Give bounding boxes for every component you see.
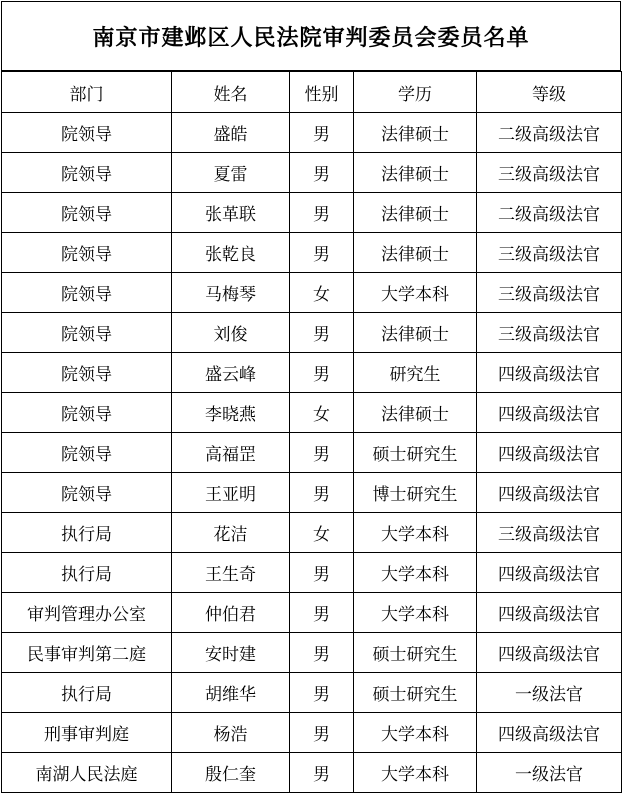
cell-rank: 二级高级法官 <box>477 113 622 153</box>
cell-rank: 三级高级法官 <box>477 273 622 313</box>
cell-name: 张乾良 <box>172 233 290 273</box>
header-department: 部门 <box>2 72 172 113</box>
cell-education: 硕士研究生 <box>354 633 477 673</box>
header-rank: 等级 <box>477 72 622 113</box>
cell-education: 大学本科 <box>354 593 477 633</box>
table-row <box>2 113 622 153</box>
cell-gender: 男 <box>290 633 354 673</box>
cell-department: 审判管理办公室 <box>2 593 172 633</box>
table-row <box>2 433 622 473</box>
page-title: 南京市建邺区人民法院审判委员会委员名单 <box>1 1 621 71</box>
cell-gender: 男 <box>290 753 354 793</box>
table-row <box>2 753 622 793</box>
cell-rank: 二级高级法官 <box>477 193 622 233</box>
cell-rank: 四级高级法官 <box>477 713 622 753</box>
cell-name: 安时建 <box>172 633 290 673</box>
cell-gender: 女 <box>290 513 354 553</box>
cell-department: 院领导 <box>2 193 172 233</box>
cell-name: 夏雷 <box>172 153 290 193</box>
cell-rank: 三级高级法官 <box>477 153 622 193</box>
table-row <box>2 673 622 713</box>
cell-gender: 男 <box>290 433 354 473</box>
cell-education: 法律硕士 <box>354 313 477 353</box>
cell-gender: 男 <box>290 713 354 753</box>
cell-name: 王生奇 <box>172 553 290 593</box>
header-education: 学历 <box>354 72 477 113</box>
cell-rank: 三级高级法官 <box>477 513 622 553</box>
table-row <box>2 353 622 393</box>
cell-gender: 男 <box>290 473 354 513</box>
header-name: 姓名 <box>172 72 290 113</box>
cell-education: 法律硕士 <box>354 113 477 153</box>
cell-name: 胡维华 <box>172 673 290 713</box>
cell-name: 王亚明 <box>172 473 290 513</box>
cell-gender: 男 <box>290 313 354 353</box>
cell-name: 盛云峰 <box>172 353 290 393</box>
cell-rank: 四级高级法官 <box>477 633 622 673</box>
cell-education: 博士研究生 <box>354 473 477 513</box>
cell-education: 法律硕士 <box>354 193 477 233</box>
cell-gender: 男 <box>290 113 354 153</box>
cell-education: 研究生 <box>354 353 477 393</box>
cell-rank: 四级高级法官 <box>477 353 622 393</box>
table-row <box>2 153 622 193</box>
cell-department: 院领导 <box>2 433 172 473</box>
cell-department: 院领导 <box>2 313 172 353</box>
cell-department: 执行局 <box>2 553 172 593</box>
cell-gender: 男 <box>290 353 354 393</box>
cell-rank: 四级高级法官 <box>477 593 622 633</box>
cell-name: 盛皓 <box>172 113 290 153</box>
cell-gender: 男 <box>290 553 354 593</box>
cell-gender: 男 <box>290 193 354 233</box>
member-table <box>1 71 622 793</box>
cell-department: 民事审判第二庭 <box>2 633 172 673</box>
table-row <box>2 593 622 633</box>
cell-gender: 男 <box>290 153 354 193</box>
cell-education: 法律硕士 <box>354 153 477 193</box>
cell-department: 院领导 <box>2 473 172 513</box>
table-row <box>2 313 622 353</box>
cell-department: 院领导 <box>2 113 172 153</box>
cell-education: 法律硕士 <box>354 233 477 273</box>
cell-rank: 四级高级法官 <box>477 393 622 433</box>
cell-rank: 四级高级法官 <box>477 473 622 513</box>
table-row <box>2 473 622 513</box>
cell-education: 硕士研究生 <box>354 433 477 473</box>
cell-name: 高福罡 <box>172 433 290 473</box>
cell-name: 仲伯君 <box>172 593 290 633</box>
cell-name: 殷仁奎 <box>172 753 290 793</box>
table-header-row <box>2 72 622 113</box>
cell-department: 院领导 <box>2 233 172 273</box>
cell-name: 马梅琴 <box>172 273 290 313</box>
cell-gender: 男 <box>290 673 354 713</box>
cell-education: 大学本科 <box>354 753 477 793</box>
cell-department: 院领导 <box>2 153 172 193</box>
table-row <box>2 273 622 313</box>
table-row <box>2 633 622 673</box>
cell-education: 大学本科 <box>354 553 477 593</box>
cell-department: 南湖人民法庭 <box>2 753 172 793</box>
cell-gender: 男 <box>290 593 354 633</box>
cell-rank: 三级高级法官 <box>477 233 622 273</box>
cell-name: 张革联 <box>172 193 290 233</box>
cell-education: 法律硕士 <box>354 393 477 433</box>
cell-education: 大学本科 <box>354 513 477 553</box>
table-row <box>2 713 622 753</box>
cell-department: 刑事审判庭 <box>2 713 172 753</box>
cell-department: 院领导 <box>2 273 172 313</box>
table-row <box>2 553 622 593</box>
cell-rank: 三级高级法官 <box>477 313 622 353</box>
cell-rank: 一级法官 <box>477 673 622 713</box>
header-gender: 性别 <box>290 72 354 113</box>
table-row <box>2 193 622 233</box>
cell-name: 花洁 <box>172 513 290 553</box>
cell-education: 大学本科 <box>354 713 477 753</box>
cell-rank: 一级法官 <box>477 753 622 793</box>
cell-gender: 男 <box>290 233 354 273</box>
cell-rank: 四级高级法官 <box>477 553 622 593</box>
table-row <box>2 393 622 433</box>
cell-department: 执行局 <box>2 513 172 553</box>
cell-education: 大学本科 <box>354 273 477 313</box>
cell-rank: 四级高级法官 <box>477 433 622 473</box>
cell-department: 执行局 <box>2 673 172 713</box>
cell-education: 硕士研究生 <box>354 673 477 713</box>
table-row <box>2 233 622 273</box>
cell-name: 杨浩 <box>172 713 290 753</box>
cell-name: 李晓燕 <box>172 393 290 433</box>
cell-name: 刘俊 <box>172 313 290 353</box>
cell-department: 院领导 <box>2 353 172 393</box>
table-row <box>2 513 622 553</box>
cell-department: 院领导 <box>2 393 172 433</box>
cell-gender: 女 <box>290 393 354 433</box>
cell-gender: 女 <box>290 273 354 313</box>
